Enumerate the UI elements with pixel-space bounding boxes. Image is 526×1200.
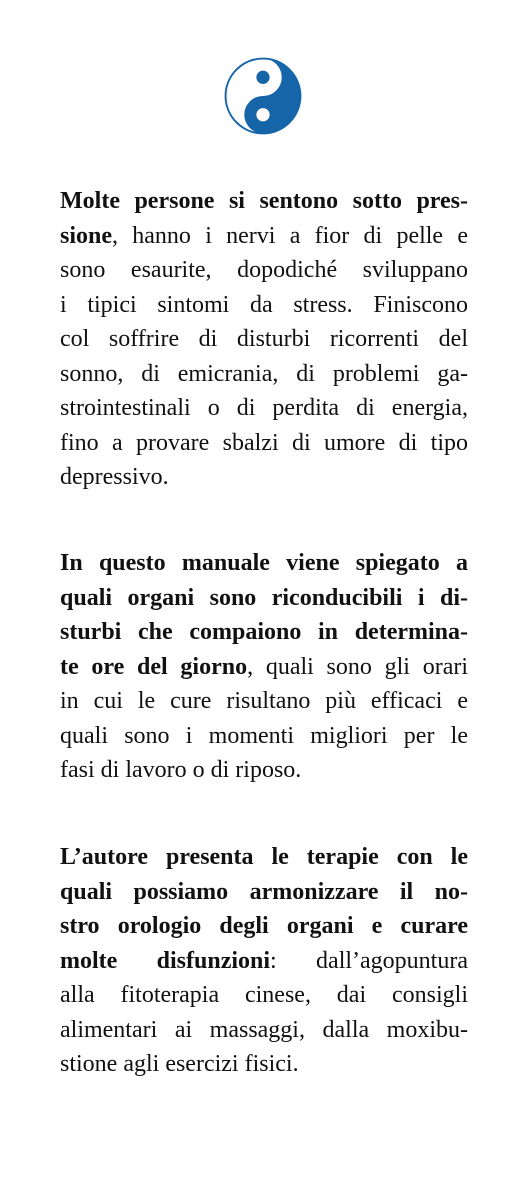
text-line — [60, 426, 468, 461]
body-text: col soffrire di disturbi ricorrenti del — [60, 326, 468, 352]
body-text: : dall’agopuntura — [270, 947, 468, 974]
text-line — [60, 944, 468, 979]
text-line — [60, 684, 468, 719]
logo — [224, 57, 302, 135]
text-line — [60, 650, 468, 685]
yin-yang-icon — [224, 57, 302, 135]
text-line — [60, 357, 468, 392]
body-text: alimentari ai massaggi, dalla moxibu- — [60, 1016, 468, 1043]
body-text: , hanno i nervi a fior di pelle e — [112, 222, 468, 249]
body-text: , quali sono gli orari — [247, 653, 469, 680]
text-line — [60, 288, 468, 323]
body-text: i tipici sintomi da stress. Finiscono — [60, 291, 468, 318]
body-text: fino a provare sbalzi di umore di tipo — [60, 429, 468, 456]
text-line — [60, 1047, 468, 1082]
text-line — [60, 1013, 468, 1048]
body-text: fasi di lavoro o di riposo. — [60, 757, 302, 783]
paragraph-1 — [60, 184, 468, 495]
bold-text: te ore del giorno — [60, 653, 248, 680]
body-text: strointestinali o di perdita di energia, — [60, 395, 468, 421]
text-line — [60, 581, 468, 616]
text-line — [60, 322, 468, 357]
text-line — [60, 219, 468, 254]
body-text: sonno, di emicrania, di problemi ga- — [60, 360, 468, 387]
bold-text: quali organi sono riconducibili i di- — [60, 584, 468, 611]
body-text: quali sono i momenti migliori per le — [60, 722, 468, 749]
body-text: stione agli esercizi fisici. — [60, 1051, 299, 1077]
text-line — [60, 253, 468, 288]
body-text: depressivo. — [60, 464, 169, 490]
bold-text: stro orologio degli organi e curare — [60, 913, 468, 939]
text-line — [60, 184, 468, 219]
bold-text: sturbi che compaiono in determina- — [60, 619, 468, 645]
text-line — [60, 615, 468, 650]
bold-text: In questo manuale viene spiegato a — [60, 550, 468, 576]
text-line — [60, 719, 468, 754]
text-line — [60, 753, 468, 788]
paragraph-3 — [60, 840, 468, 1082]
text-line — [60, 840, 468, 875]
text-line — [60, 391, 468, 426]
bold-text: sione — [60, 222, 113, 249]
body-text: sono esaurite, dopodiché sviluppano — [60, 257, 468, 283]
text-line — [60, 460, 468, 495]
bold-text: molte disfunzioni — [60, 947, 271, 974]
paragraph-2 — [60, 546, 468, 788]
text-line — [60, 909, 468, 944]
body-text: in cui le cure risultano più efficaci e — [60, 688, 468, 714]
text-line — [60, 875, 468, 910]
body-text: alla fitoterapia cinese, dai consigli — [60, 982, 468, 1008]
text-line — [60, 978, 468, 1013]
text-line — [60, 546, 468, 581]
bold-text: L’autore presenta le terapie con le — [60, 844, 468, 870]
bold-text: quali possiamo armonizzare il no- — [60, 878, 468, 905]
bold-text: Molte persone si sentono sotto pres- — [60, 188, 468, 214]
